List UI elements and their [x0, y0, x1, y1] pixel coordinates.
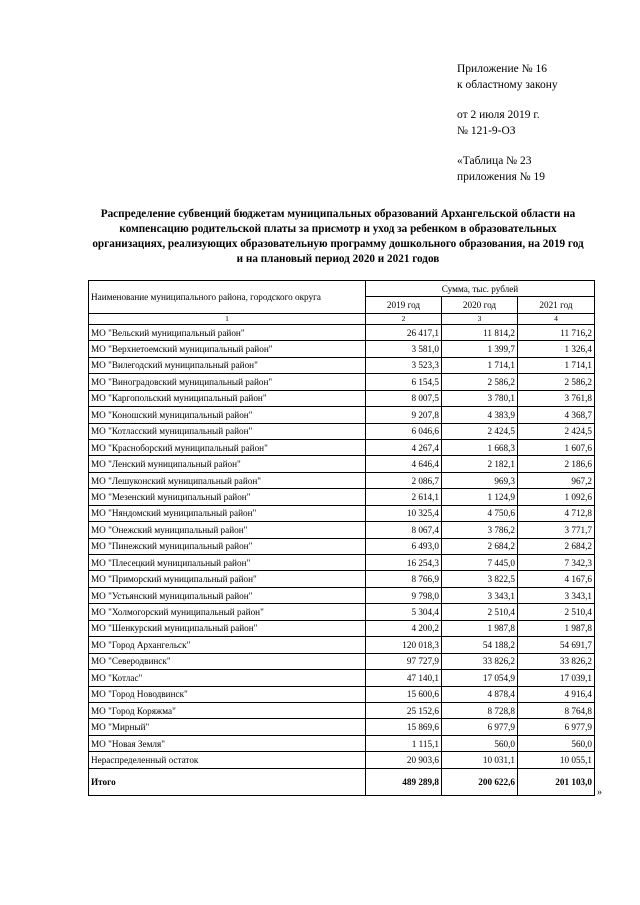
column-index: 3 — [442, 313, 518, 324]
table-row — [89, 620, 595, 636]
value-2019: 4 200,2 — [366, 620, 442, 636]
value-2019: 3 581,0 — [366, 341, 442, 357]
municipality-column-header: Наименование муниципального района, городского округа — [89, 281, 366, 314]
value-2021: 560,0 — [518, 735, 595, 751]
value-2021: 10 055,1 — [518, 752, 595, 768]
value-2020: 1 668,3 — [442, 439, 518, 455]
total-2020: 200 622,6 — [442, 768, 518, 795]
municipality-name: МО "Приморский муниципальный район" — [89, 571, 366, 587]
value-2021: 6 977,9 — [518, 719, 595, 735]
municipality-name: МО "Город Коряжма" — [89, 702, 366, 718]
municipality-name: МО "Красноборский муниципальный район" — [89, 439, 366, 455]
value-2020: 4 878,4 — [442, 686, 518, 702]
appendix-number: Приложение № 16 — [457, 63, 547, 75]
value-2020: 3 786,2 — [442, 522, 518, 538]
value-2021: 8 764,8 — [518, 702, 595, 718]
value-2020: 1 124,9 — [442, 489, 518, 505]
municipality-name: МО "Лешуконский муниципальный район" — [89, 472, 366, 488]
table-row — [89, 686, 595, 702]
value-2020: 969,3 — [442, 472, 518, 488]
municipality-name: МО "Мирный" — [89, 719, 366, 735]
value-2020: 1 399,7 — [442, 341, 518, 357]
municipality-name: МО "Верхнетоемский муниципальный район" — [89, 341, 366, 357]
table-row — [89, 341, 595, 357]
value-2019: 15 600,6 — [366, 686, 442, 702]
municipality-name: МО "Холмогорский муниципальный район" — [89, 604, 366, 620]
value-2020: 4 383,9 — [442, 407, 518, 423]
table-row — [89, 752, 595, 768]
value-2019: 8 067,4 — [366, 522, 442, 538]
sum-column-header: Сумма, тыс. рублей — [366, 281, 595, 297]
total-2019: 489 289,8 — [366, 768, 442, 795]
value-2019: 16 254,3 — [366, 555, 442, 571]
table-row — [89, 489, 595, 505]
value-2020: 3 780,1 — [442, 390, 518, 406]
value-2019: 6 154,5 — [366, 374, 442, 390]
value-2020: 10 031,1 — [442, 752, 518, 768]
value-2020: 2 182,1 — [442, 456, 518, 472]
table-row — [89, 407, 595, 423]
value-2020: 8 728,8 — [442, 702, 518, 718]
table-row — [89, 439, 595, 455]
value-2021: 33 826,2 — [518, 653, 595, 669]
value-2021: 1 987,8 — [518, 620, 595, 636]
table-row — [89, 472, 595, 488]
value-2020: 1 714,1 — [442, 357, 518, 373]
table-body — [89, 324, 595, 768]
value-2019: 4 267,4 — [366, 439, 442, 455]
value-2020: 560,0 — [442, 735, 518, 751]
table-row — [89, 587, 595, 603]
value-2019: 26 417,1 — [366, 324, 442, 340]
total-label: Итого — [89, 768, 366, 795]
value-2020: 3 822,5 — [442, 571, 518, 587]
table-row — [89, 653, 595, 669]
value-2020: 2 586,2 — [442, 374, 518, 390]
municipality-name: МО "Пинежский муниципальный район" — [89, 538, 366, 554]
value-2019: 6 046,6 — [366, 423, 442, 439]
value-2019: 8 766,9 — [366, 571, 442, 587]
subsidy-distribution-table — [88, 280, 595, 796]
municipality-name: МО "Новая Земля" — [89, 735, 366, 751]
value-2019: 9 207,8 — [366, 407, 442, 423]
table-row — [89, 324, 595, 340]
value-2019: 15 869,6 — [366, 719, 442, 735]
value-2019: 4 646,4 — [366, 456, 442, 472]
column-index: 4 — [518, 313, 595, 324]
value-2019: 10 325,4 — [366, 505, 442, 521]
value-2019: 8 007,5 — [366, 390, 442, 406]
total-row — [89, 768, 595, 795]
table-row — [89, 390, 595, 406]
value-2021: 2 424,5 — [518, 423, 595, 439]
municipality-name: МО "Ленский муниципальный район" — [89, 456, 366, 472]
table-number: «Таблица № 23 — [457, 155, 532, 167]
table-row — [89, 357, 595, 373]
document-title: Распределение субвенций бюджетам муниципальных образований Архангельской области на компенсацию родительской платы за присмотр и уход за ребенком в образовательных организациях, реализующих образовательную программу дошкольного образования, на 2019 год и на плановый период 2020 и 2021 годов — [92, 208, 584, 265]
law-date: от 2 июля 2019 г. — [457, 109, 540, 121]
value-2021: 2 510,4 — [518, 604, 595, 620]
year-2021-header: 2021 год — [518, 297, 595, 313]
municipality-name: МО "Каргопольский муниципальный район" — [89, 390, 366, 406]
value-2021: 967,2 — [518, 472, 595, 488]
table-row — [89, 571, 595, 587]
value-2021: 1 326,4 — [518, 341, 595, 357]
value-2019: 2 086,7 — [366, 472, 442, 488]
total-2021: 201 103,0 — [518, 768, 595, 795]
value-2021: 3 771,7 — [518, 522, 595, 538]
municipality-name: МО "Котласский муниципальный район" — [89, 423, 366, 439]
value-2019: 20 903,6 — [366, 752, 442, 768]
table-row — [89, 374, 595, 390]
value-2020: 4 750,6 — [442, 505, 518, 521]
table-row — [89, 735, 595, 751]
value-2021: 7 342,3 — [518, 555, 595, 571]
value-2019: 120 018,3 — [366, 637, 442, 653]
municipality-name: МО "Вельский муниципальный район" — [89, 324, 366, 340]
municipality-name: МО "Виноградовский муниципальный район" — [89, 374, 366, 390]
document-header — [457, 62, 558, 185]
municipality-name: МО "Котлас" — [89, 670, 366, 686]
municipality-name: МО "Северодвинск" — [89, 653, 366, 669]
municipality-name: Нераспределенный остаток — [89, 752, 366, 768]
table-row — [89, 637, 595, 653]
value-2021: 2 186,6 — [518, 456, 595, 472]
value-2020: 2 510,4 — [442, 604, 518, 620]
value-2020: 54 188,2 — [442, 637, 518, 653]
value-2019: 47 140,1 — [366, 670, 442, 686]
column-index: 1 — [89, 313, 366, 324]
column-index: 2 — [366, 313, 442, 324]
value-2019: 3 523,3 — [366, 357, 442, 373]
value-2021: 3 343,1 — [518, 587, 595, 603]
value-2020: 3 343,1 — [442, 587, 518, 603]
value-2019: 1 115,1 — [366, 735, 442, 751]
municipality-name: МО "Город Новодвинск" — [89, 686, 366, 702]
table-row — [89, 456, 595, 472]
value-2021: 3 761,8 — [518, 390, 595, 406]
value-2021: 4 368,7 — [518, 407, 595, 423]
value-2020: 33 826,2 — [442, 653, 518, 669]
year-2020-header: 2020 год — [442, 297, 518, 313]
value-2019: 5 304,4 — [366, 604, 442, 620]
value-2021: 54 691,7 — [518, 637, 595, 653]
value-2021: 1 607,6 — [518, 439, 595, 455]
value-2020: 17 054,9 — [442, 670, 518, 686]
value-2020: 6 977,9 — [442, 719, 518, 735]
value-2019: 97 727,9 — [366, 653, 442, 669]
value-2021: 17 039,1 — [518, 670, 595, 686]
value-2019: 9 798,0 — [366, 587, 442, 603]
value-2021: 11 716,2 — [518, 324, 595, 340]
municipality-name: МО "Вилегодский муниципальный район" — [89, 357, 366, 373]
table-row — [89, 719, 595, 735]
value-2021: 4 167,6 — [518, 571, 595, 587]
table-row — [89, 604, 595, 620]
municipality-name: МО "Коношский муниципальный район" — [89, 407, 366, 423]
municipality-name: МО "Устьянский муниципальный район" — [89, 587, 366, 603]
value-2019: 6 493,0 — [366, 538, 442, 554]
closing-quote: » — [597, 787, 602, 798]
table-row — [89, 522, 595, 538]
table-appendix-reference: приложения № 19 — [457, 170, 545, 183]
value-2020: 1 987,8 — [442, 620, 518, 636]
appendix-law-reference: к областному закону — [457, 78, 558, 91]
municipality-name: МО "Няндомский муниципальный район" — [89, 505, 366, 521]
value-2019: 2 614,1 — [366, 489, 442, 505]
value-2021: 4 916,4 — [518, 686, 595, 702]
municipality-name: МО "Мезенский муниципальный район" — [89, 489, 366, 505]
table-row — [89, 505, 595, 521]
value-2021: 1 714,1 — [518, 357, 595, 373]
law-number: № 121-9-ОЗ — [457, 124, 516, 137]
value-2021: 1 092,6 — [518, 489, 595, 505]
value-2021: 2 684,2 — [518, 538, 595, 554]
municipality-name: МО "Город Архангельск" — [89, 637, 366, 653]
value-2020: 2 684,2 — [442, 538, 518, 554]
value-2021: 2 586,2 — [518, 374, 595, 390]
value-2020: 7 445,0 — [442, 555, 518, 571]
table-row — [89, 555, 595, 571]
table-row — [89, 538, 595, 554]
value-2021: 4 712,8 — [518, 505, 595, 521]
table-row — [89, 702, 595, 718]
year-2019-header: 2019 год — [366, 297, 442, 313]
municipality-name: МО "Плесецкий муниципальный район" — [89, 555, 366, 571]
value-2019: 25 152,6 — [366, 702, 442, 718]
table-row — [89, 423, 595, 439]
value-2020: 11 814,2 — [442, 324, 518, 340]
municipality-name: МО "Шенкурский муниципальный район" — [89, 620, 366, 636]
municipality-name: МО "Онежский муниципальный район" — [89, 522, 366, 538]
table-row — [89, 670, 595, 686]
value-2020: 2 424,5 — [442, 423, 518, 439]
